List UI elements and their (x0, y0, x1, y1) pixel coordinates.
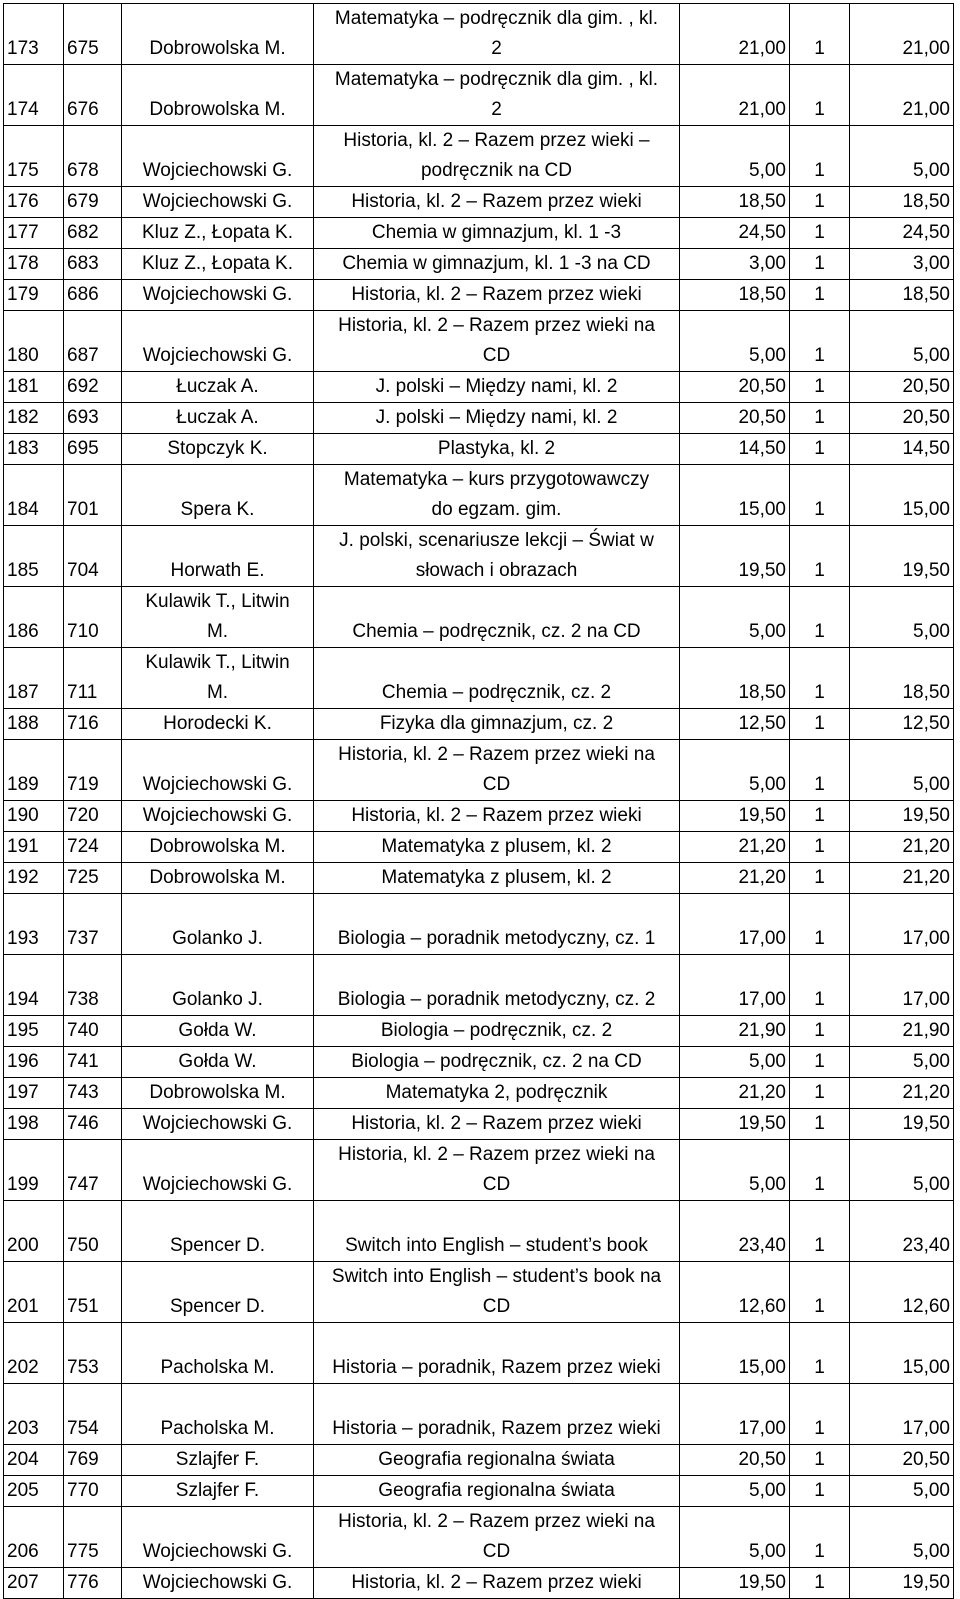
quantity-cell: 1 (790, 434, 850, 465)
item-number: 724 (64, 832, 122, 863)
item-number: 704 (64, 526, 122, 587)
author-cell: Dobrowolska M. (122, 65, 314, 126)
title-cell: Historia, kl. 2 – Razem przez wieki – podręcznik na CD (314, 126, 680, 187)
quantity-cell: 1 (790, 1507, 850, 1568)
price-cell: 24,50 (680, 218, 790, 249)
quantity-cell: 1 (790, 587, 850, 648)
price-cell: 18,50 (680, 280, 790, 311)
table-row (4, 187, 954, 218)
item-number: 711 (64, 648, 122, 709)
table-row (4, 1078, 954, 1109)
title-cell: Chemia – podręcznik, cz. 2 (314, 648, 680, 709)
price-cell: 17,00 (680, 894, 790, 955)
row-number: 186 (4, 587, 64, 648)
title-cell: Historia, kl. 2 – Razem przez wieki na CD (314, 1507, 680, 1568)
title-cell: Chemia w gimnazjum, kl. 1 -3 (314, 218, 680, 249)
quantity-cell: 1 (790, 1445, 850, 1476)
author-cell: Kulawik T., Litwin M. (122, 648, 314, 709)
item-number: 770 (64, 1476, 122, 1507)
title-cell: Historia, kl. 2 – Razem przez wieki na CD (314, 1140, 680, 1201)
total-cell: 20,50 (850, 403, 954, 434)
table-row (4, 1016, 954, 1047)
quantity-cell: 1 (790, 1201, 850, 1262)
total-cell: 21,90 (850, 1016, 954, 1047)
total-cell: 21,20 (850, 863, 954, 894)
title-cell: Matematyka z plusem, kl. 2 (314, 863, 680, 894)
title-cell: Matematyka – kurs przygotowawczy do egzam. gim. (314, 465, 680, 526)
quantity-cell: 1 (790, 372, 850, 403)
title-cell: Matematyka z plusem, kl. 2 (314, 832, 680, 863)
row-number: 195 (4, 1016, 64, 1047)
table-row (4, 648, 954, 709)
author-cell: Horodecki K. (122, 709, 314, 740)
table-row (4, 863, 954, 894)
quantity-cell: 1 (790, 1476, 850, 1507)
title-cell: J. polski – Między nami, kl. 2 (314, 372, 680, 403)
row-number: 187 (4, 648, 64, 709)
table-row (4, 311, 954, 372)
title-cell: Fizyka dla gimnazjum, cz. 2 (314, 709, 680, 740)
quantity-cell: 1 (790, 403, 850, 434)
author-cell: Wojciechowski G. (122, 280, 314, 311)
author-cell: Gołda W. (122, 1016, 314, 1047)
quantity-cell: 1 (790, 280, 850, 311)
row-number: 191 (4, 832, 64, 863)
total-cell: 5,00 (850, 740, 954, 801)
table-row (4, 372, 954, 403)
table-row (4, 1262, 954, 1323)
author-cell: Pacholska M. (122, 1384, 314, 1445)
row-number: 181 (4, 372, 64, 403)
total-cell: 5,00 (850, 587, 954, 648)
author-cell: Wojciechowski G. (122, 311, 314, 372)
row-number: 178 (4, 249, 64, 280)
row-number: 203 (4, 1384, 64, 1445)
author-cell: Wojciechowski G. (122, 1507, 314, 1568)
quantity-cell: 1 (790, 1323, 850, 1384)
total-cell: 15,00 (850, 465, 954, 526)
item-number: 687 (64, 311, 122, 372)
quantity-cell: 1 (790, 832, 850, 863)
price-cell: 15,00 (680, 465, 790, 526)
table-row (4, 740, 954, 801)
title-cell: Historia, kl. 2 – Razem przez wieki (314, 1568, 680, 1599)
total-cell: 17,00 (850, 894, 954, 955)
row-number: 196 (4, 1047, 64, 1078)
total-cell: 19,50 (850, 526, 954, 587)
table-row (4, 1476, 954, 1507)
item-number: 737 (64, 894, 122, 955)
quantity-cell: 1 (790, 1047, 850, 1078)
item-number: 775 (64, 1507, 122, 1568)
title-cell: Matematyka 2, podręcznik (314, 1078, 680, 1109)
price-cell: 21,20 (680, 832, 790, 863)
table-row (4, 1568, 954, 1599)
total-cell: 20,50 (850, 1445, 954, 1476)
row-number: 198 (4, 1109, 64, 1140)
total-cell: 17,00 (850, 1384, 954, 1445)
item-number: 676 (64, 65, 122, 126)
quantity-cell: 1 (790, 65, 850, 126)
item-number: 747 (64, 1140, 122, 1201)
author-cell: Horwath E. (122, 526, 314, 587)
item-number: 746 (64, 1109, 122, 1140)
price-cell: 21,90 (680, 1016, 790, 1047)
table-row (4, 65, 954, 126)
row-number: 204 (4, 1445, 64, 1476)
title-cell: Biologia – podręcznik, cz. 2 (314, 1016, 680, 1047)
total-cell: 12,60 (850, 1262, 954, 1323)
row-number: 190 (4, 801, 64, 832)
quantity-cell: 1 (790, 709, 850, 740)
price-cell: 5,00 (680, 587, 790, 648)
total-cell: 18,50 (850, 648, 954, 709)
price-cell: 12,50 (680, 709, 790, 740)
item-number: 740 (64, 1016, 122, 1047)
table-row (4, 218, 954, 249)
item-number: 683 (64, 249, 122, 280)
item-number: 719 (64, 740, 122, 801)
price-cell: 12,60 (680, 1262, 790, 1323)
quantity-cell: 1 (790, 126, 850, 187)
table-row (4, 465, 954, 526)
title-cell: Historia, kl. 2 – Razem przez wieki (314, 801, 680, 832)
item-number: 693 (64, 403, 122, 434)
quantity-cell: 1 (790, 187, 850, 218)
price-cell: 23,40 (680, 1201, 790, 1262)
total-cell: 19,50 (850, 1568, 954, 1599)
total-cell: 17,00 (850, 955, 954, 1016)
row-number: 173 (4, 4, 64, 65)
total-cell: 14,50 (850, 434, 954, 465)
price-cell: 5,00 (680, 1476, 790, 1507)
item-number: 750 (64, 1201, 122, 1262)
title-cell: Matematyka – podręcznik dla gim. , kl. 2 (314, 4, 680, 65)
row-number: 197 (4, 1078, 64, 1109)
table-row (4, 1109, 954, 1140)
total-cell: 5,00 (850, 1140, 954, 1201)
item-number: 751 (64, 1262, 122, 1323)
inventory-table (3, 3, 954, 1599)
row-number: 201 (4, 1262, 64, 1323)
item-number: 720 (64, 801, 122, 832)
author-cell: Wojciechowski G. (122, 801, 314, 832)
total-cell: 19,50 (850, 1109, 954, 1140)
item-number: 769 (64, 1445, 122, 1476)
author-cell: Szlajfer F. (122, 1445, 314, 1476)
quantity-cell: 1 (790, 1384, 850, 1445)
quantity-cell: 1 (790, 1078, 850, 1109)
total-cell: 5,00 (850, 1047, 954, 1078)
table-row (4, 1445, 954, 1476)
table-row (4, 1384, 954, 1445)
total-cell: 20,50 (850, 372, 954, 403)
row-number: 188 (4, 709, 64, 740)
price-cell: 5,00 (680, 1047, 790, 1078)
author-cell: Dobrowolska M. (122, 832, 314, 863)
quantity-cell: 1 (790, 1568, 850, 1599)
table-row (4, 403, 954, 434)
table-row (4, 801, 954, 832)
author-cell: Wojciechowski G. (122, 1568, 314, 1599)
price-cell: 21,00 (680, 4, 790, 65)
price-cell: 20,50 (680, 372, 790, 403)
total-cell: 5,00 (850, 311, 954, 372)
title-cell: Switch into English – student’s book na CD (314, 1262, 680, 1323)
author-cell: Gołda W. (122, 1047, 314, 1078)
price-cell: 5,00 (680, 740, 790, 801)
total-cell: 21,00 (850, 65, 954, 126)
row-number: 193 (4, 894, 64, 955)
table-row (4, 526, 954, 587)
table-row (4, 1323, 954, 1384)
item-number: 738 (64, 955, 122, 1016)
price-cell: 5,00 (680, 1140, 790, 1201)
item-number: 679 (64, 187, 122, 218)
title-cell: Historia, kl. 2 – Razem przez wieki (314, 1109, 680, 1140)
author-cell: Wojciechowski G. (122, 740, 314, 801)
price-cell: 21,20 (680, 863, 790, 894)
title-cell: Historia, kl. 2 – Razem przez wieki na CD (314, 740, 680, 801)
row-number: 177 (4, 218, 64, 249)
total-cell: 18,50 (850, 280, 954, 311)
author-cell: Kluz Z., Łopata K. (122, 218, 314, 249)
quantity-cell: 1 (790, 1109, 850, 1140)
author-cell: Spencer D. (122, 1262, 314, 1323)
title-cell: Matematyka – podręcznik dla gim. , kl. 2 (314, 65, 680, 126)
title-cell: Chemia w gimnazjum, kl. 1 -3 na CD (314, 249, 680, 280)
item-number: 686 (64, 280, 122, 311)
quantity-cell: 1 (790, 249, 850, 280)
row-number: 202 (4, 1323, 64, 1384)
item-number: 776 (64, 1568, 122, 1599)
price-cell: 14,50 (680, 434, 790, 465)
quantity-cell: 1 (790, 4, 850, 65)
price-cell: 5,00 (680, 311, 790, 372)
row-number: 199 (4, 1140, 64, 1201)
quantity-cell: 1 (790, 526, 850, 587)
table-row (4, 832, 954, 863)
quantity-cell: 1 (790, 955, 850, 1016)
title-cell: Biologia – poradnik metodyczny, cz. 2 (314, 955, 680, 1016)
author-cell: Szlajfer F. (122, 1476, 314, 1507)
row-number: 194 (4, 955, 64, 1016)
title-cell: Switch into English – student’s book (314, 1201, 680, 1262)
row-number: 176 (4, 187, 64, 218)
table-row (4, 894, 954, 955)
author-cell: Wojciechowski G. (122, 126, 314, 187)
row-number: 192 (4, 863, 64, 894)
price-cell: 18,50 (680, 648, 790, 709)
row-number: 200 (4, 1201, 64, 1262)
total-cell: 18,50 (850, 187, 954, 218)
total-cell: 3,00 (850, 249, 954, 280)
total-cell: 12,50 (850, 709, 954, 740)
price-cell: 15,00 (680, 1323, 790, 1384)
item-number: 753 (64, 1323, 122, 1384)
item-number: 741 (64, 1047, 122, 1078)
row-number: 182 (4, 403, 64, 434)
item-number: 743 (64, 1078, 122, 1109)
price-cell: 17,00 (680, 1384, 790, 1445)
price-cell: 19,50 (680, 801, 790, 832)
title-cell: J. polski, scenariusze lekcji – Świat w słowach i obrazach (314, 526, 680, 587)
row-number: 184 (4, 465, 64, 526)
row-number: 206 (4, 1507, 64, 1568)
price-cell: 5,00 (680, 126, 790, 187)
title-cell: Geografia regionalna świata (314, 1476, 680, 1507)
item-number: 682 (64, 218, 122, 249)
row-number: 179 (4, 280, 64, 311)
title-cell: Biologia – podręcznik, cz. 2 na CD (314, 1047, 680, 1078)
price-cell: 3,00 (680, 249, 790, 280)
total-cell: 19,50 (850, 801, 954, 832)
title-cell: Historia, kl. 2 – Razem przez wieki (314, 280, 680, 311)
quantity-cell: 1 (790, 863, 850, 894)
row-number: 185 (4, 526, 64, 587)
author-cell: Kluz Z., Łopata K. (122, 249, 314, 280)
author-cell: Dobrowolska M. (122, 863, 314, 894)
author-cell: Wojciechowski G. (122, 187, 314, 218)
table-row (4, 955, 954, 1016)
row-number: 205 (4, 1476, 64, 1507)
price-cell: 18,50 (680, 187, 790, 218)
table-body (4, 4, 954, 1599)
price-cell: 19,50 (680, 1109, 790, 1140)
title-cell: Historia – poradnik, Razem przez wieki (314, 1384, 680, 1445)
item-number: 695 (64, 434, 122, 465)
total-cell: 23,40 (850, 1201, 954, 1262)
quantity-cell: 1 (790, 801, 850, 832)
table-row (4, 587, 954, 648)
quantity-cell: 1 (790, 1016, 850, 1047)
author-cell: Stopczyk K. (122, 434, 314, 465)
title-cell: Plastyka, kl. 2 (314, 434, 680, 465)
author-cell: Dobrowolska M. (122, 4, 314, 65)
price-cell: 17,00 (680, 955, 790, 1016)
row-number: 174 (4, 65, 64, 126)
title-cell: J. polski – Między nami, kl. 2 (314, 403, 680, 434)
row-number: 175 (4, 126, 64, 187)
author-cell: Łuczak A. (122, 403, 314, 434)
quantity-cell: 1 (790, 1262, 850, 1323)
title-cell: Geografia regionalna świata (314, 1445, 680, 1476)
table-row (4, 1140, 954, 1201)
table-row (4, 709, 954, 740)
quantity-cell: 1 (790, 465, 850, 526)
quantity-cell: 1 (790, 894, 850, 955)
quantity-cell: 1 (790, 740, 850, 801)
table-row (4, 1047, 954, 1078)
author-cell: Spencer D. (122, 1201, 314, 1262)
table-row (4, 434, 954, 465)
title-cell: Historia, kl. 2 – Razem przez wieki (314, 187, 680, 218)
title-cell: Biologia – poradnik metodyczny, cz. 1 (314, 894, 680, 955)
author-cell: Golanko J. (122, 894, 314, 955)
item-number: 692 (64, 372, 122, 403)
author-cell: Dobrowolska M. (122, 1078, 314, 1109)
price-cell: 19,50 (680, 1568, 790, 1599)
price-cell: 21,20 (680, 1078, 790, 1109)
author-cell: Łuczak A. (122, 372, 314, 403)
author-cell: Wojciechowski G. (122, 1140, 314, 1201)
total-cell: 5,00 (850, 126, 954, 187)
total-cell: 5,00 (850, 1476, 954, 1507)
price-cell: 21,00 (680, 65, 790, 126)
quantity-cell: 1 (790, 218, 850, 249)
item-number: 754 (64, 1384, 122, 1445)
row-number: 180 (4, 311, 64, 372)
total-cell: 15,00 (850, 1323, 954, 1384)
item-number: 725 (64, 863, 122, 894)
price-cell: 5,00 (680, 1507, 790, 1568)
quantity-cell: 1 (790, 648, 850, 709)
author-cell: Kulawik T., Litwin M. (122, 587, 314, 648)
author-cell: Spera K. (122, 465, 314, 526)
title-cell: Historia, kl. 2 – Razem przez wieki na CD (314, 311, 680, 372)
item-number: 716 (64, 709, 122, 740)
row-number: 207 (4, 1568, 64, 1599)
quantity-cell: 1 (790, 311, 850, 372)
row-number: 183 (4, 434, 64, 465)
author-cell: Golanko J. (122, 955, 314, 1016)
title-cell: Historia – poradnik, Razem przez wieki (314, 1323, 680, 1384)
author-cell: Wojciechowski G. (122, 1109, 314, 1140)
row-number: 189 (4, 740, 64, 801)
total-cell: 24,50 (850, 218, 954, 249)
quantity-cell: 1 (790, 1140, 850, 1201)
table-row (4, 126, 954, 187)
price-cell: 19,50 (680, 526, 790, 587)
item-number: 675 (64, 4, 122, 65)
title-cell: Chemia – podręcznik, cz. 2 na CD (314, 587, 680, 648)
price-cell: 20,50 (680, 1445, 790, 1476)
item-number: 710 (64, 587, 122, 648)
table-row (4, 1507, 954, 1568)
total-cell: 5,00 (850, 1507, 954, 1568)
table-row (4, 4, 954, 65)
table-row (4, 249, 954, 280)
price-cell: 20,50 (680, 403, 790, 434)
item-number: 678 (64, 126, 122, 187)
total-cell: 21,20 (850, 1078, 954, 1109)
item-number: 701 (64, 465, 122, 526)
author-cell: Pacholska M. (122, 1323, 314, 1384)
table-row (4, 280, 954, 311)
total-cell: 21,20 (850, 832, 954, 863)
table-row (4, 1201, 954, 1262)
total-cell: 21,00 (850, 4, 954, 65)
